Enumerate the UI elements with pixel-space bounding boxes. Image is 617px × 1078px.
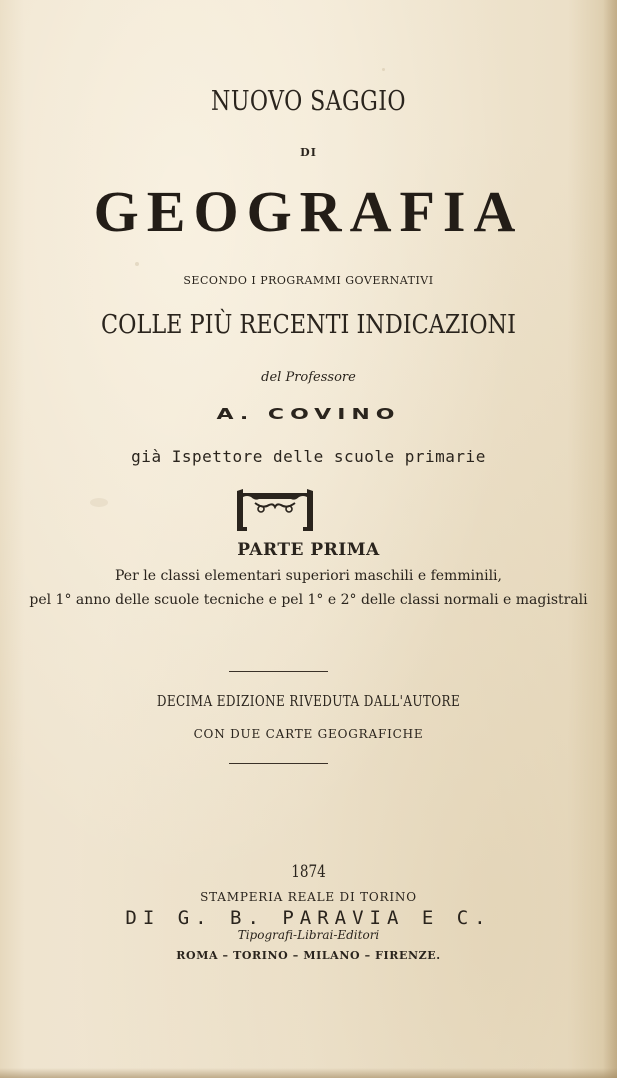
page-edge-right bbox=[603, 0, 617, 1078]
title-main: GEOGRAFIA bbox=[93, 179, 524, 244]
title-line-1: NUOVO SAGGIO bbox=[211, 86, 406, 117]
subtitle-programmi: SECONDO I PROGRAMMI GOVERNATIVI bbox=[183, 274, 434, 287]
author-intro: del Professore bbox=[261, 370, 356, 385]
foxing-spot bbox=[382, 68, 385, 71]
author-name: A. COVINO bbox=[216, 405, 401, 424]
subtitle-indicazioni: COLLE PIÙ RECENTI INDICAZIONI bbox=[101, 310, 516, 340]
edition-note: CON DUE CARTE GEOGRAFICHE bbox=[193, 727, 424, 741]
title-line-2: DI bbox=[300, 146, 317, 159]
divider-lower bbox=[229, 763, 328, 764]
imprint-publisher-role: Tipografi-Librai-Editori bbox=[237, 928, 380, 942]
page-edge-bottom bbox=[0, 1068, 617, 1078]
author-role: già Ispettore delle scuole primarie bbox=[131, 447, 486, 466]
foxing-spot bbox=[135, 262, 139, 266]
edition-statement: DECIMA EDIZIONE RIVEDUTA DALL'AUTORE bbox=[156, 692, 461, 710]
part-title: PARTE PRIMA bbox=[237, 540, 380, 560]
divider-upper bbox=[229, 671, 328, 672]
printer-ornament-icon bbox=[233, 487, 317, 533]
imprint-year: 1874 bbox=[291, 862, 326, 882]
imprint-press: STAMPERIA REALE DI TORINO bbox=[200, 890, 417, 904]
imprint-publisher: DI G. B. PARAVIA E C. bbox=[125, 907, 492, 929]
part-description-1: Per le classi elementari superiori maschili e femminili, bbox=[115, 568, 502, 584]
imprint-cities: ROMA – TORINO – MILANO – FIRENZE. bbox=[176, 949, 441, 962]
foxing-spot bbox=[90, 498, 108, 507]
part-description-2: pel 1° anno delle scuole tecniche e pel 1° e 2° delle classi normali e magistrali bbox=[29, 592, 588, 608]
